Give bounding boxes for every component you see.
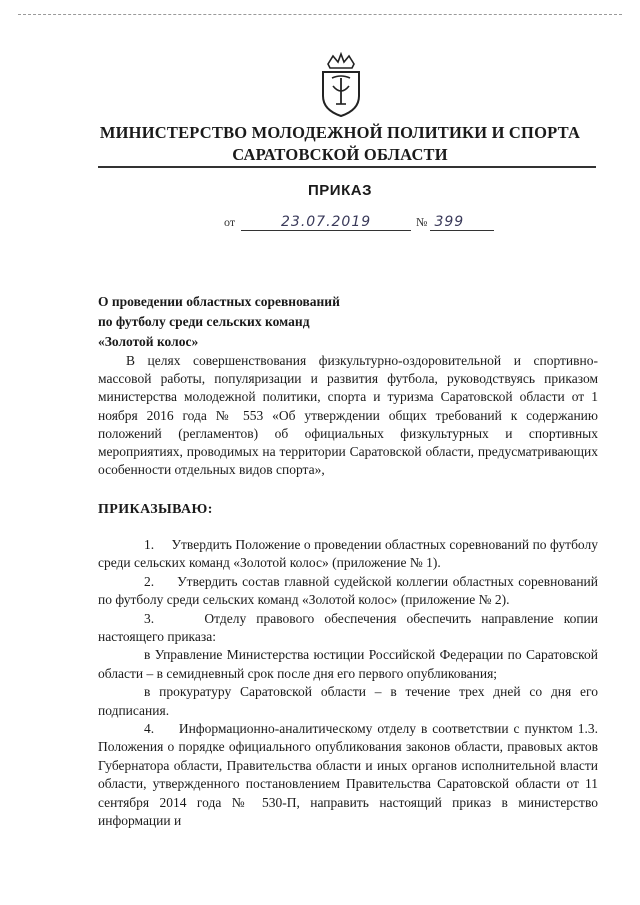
order-item-1: 1. Утвердить Положение о проведении областных соревнований по футболу среди сельских команд «Золотой колос» (приложение № 1). [98, 537, 598, 571]
number-label: № [416, 215, 428, 229]
order-subject [98, 292, 478, 352]
ministry-name [60, 122, 620, 166]
order-word: ПРИКАЗЫВАЮ: [98, 502, 213, 517]
order-item-4: 4. Информационно-аналитическому отделу в соответствии с пунктом 1.3. Положения о порядке официального опубликования законов области, правовых актов Губернатора области, Правительства области и иных органов исполнительной власти области, утвержденного постановлением Правительства Саратовской области от 11 сентября 2014 года № 530-П, направить настоящий приказ в министерство информации и [98, 721, 598, 829]
number-block [416, 214, 494, 231]
order-item-3-sub-1: в Управление Министерства юстиции Российской Федерации по Саратовской области – в семидневный срок после дня его первого опубликования; [98, 647, 598, 681]
order-item-3: 3. Отделу правового обеспечения обеспечить направление копии настоящего приказа: [98, 610, 598, 645]
preamble-text: В целях совершенствования физкультурно-оздоровительной и спортивно-массовой работы, популяризации и развития футбола, руководствуясь приказом министерства молодежной политики, спорта и туризма Саратовской области от 1 ноября 2016 года № 553 «Об утверждении общих требований к содержанию положений (регламентов) об официальных физкультурных и спортивных мероприятиях, проводимых на территории Саратовской области, предусматривающих особенности отдельных видов спорта», [98, 353, 598, 478]
header-divider [98, 166, 596, 168]
date-label: от [224, 215, 236, 229]
subject-line2: по футболу среди сельских команд [98, 314, 310, 329]
ministry-name-line2: САРАТОВСКОЙ ОБЛАСТИ [232, 145, 448, 164]
order-item-3-sub-2: в прокуратуру Саратовской области – в течение трех дней со дня его подписания. [98, 684, 598, 718]
coat-of-arms-icon [318, 52, 364, 118]
order-items [98, 536, 598, 831]
preamble [98, 352, 598, 479]
order-item-2: 2. Утвердить состав главной судейской коллегии областных соревнований по футболу среди сельских команд «Золотой колос» (приложение № 2). [98, 573, 598, 608]
ministry-name-line1: МИНИСТЕРСТВО МОЛОДЕЖНОЙ ПОЛИТИКИ И СПОРТА [99, 123, 581, 142]
scan-top-edge [18, 14, 622, 15]
order-date: 23.07.2019 [241, 214, 411, 231]
subject-line3: «Золотой колос» [98, 334, 199, 349]
order-number: 399 [430, 214, 494, 231]
date-label-block [224, 214, 411, 231]
subject-line1: О проведении областных соревнований [98, 294, 340, 309]
document-type: ПРИКАЗ [308, 182, 372, 199]
